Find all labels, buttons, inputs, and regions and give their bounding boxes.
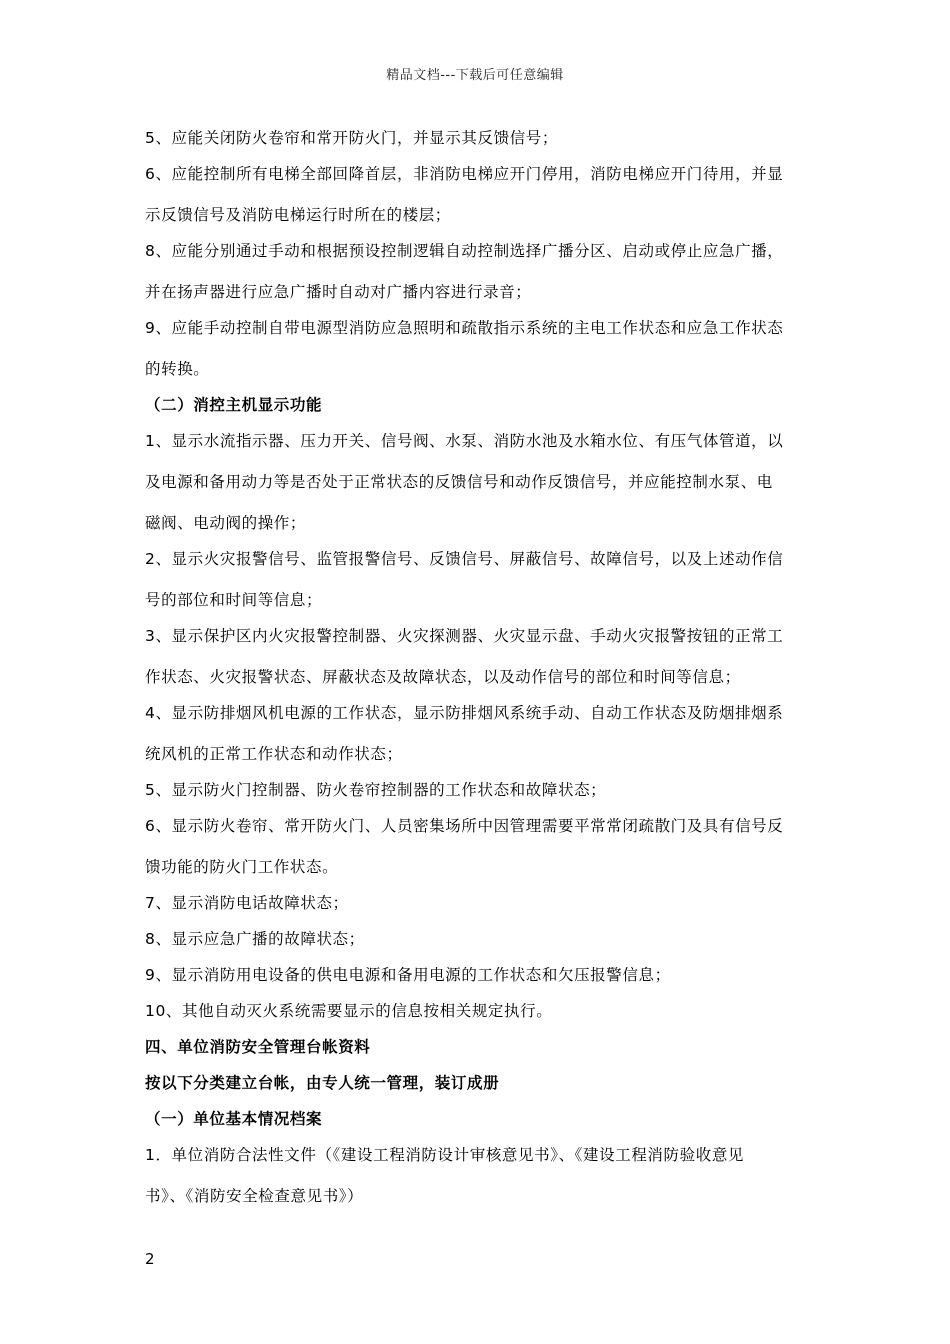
text-line: 馈功能的防火门工作状态。 xyxy=(145,858,339,876)
text-line: 6、应能控制所有电梯全部回降首层，非消防电梯应开门停用，消防电梯应开门待用，并显 xyxy=(145,165,784,183)
text-line: 8、显示应急广播的故障状态； xyxy=(145,930,365,948)
text-line: 8、应能分别通过手动和根据预设控制逻辑自动控制选择广播分区、启动或停止应急广播， xyxy=(145,242,784,260)
text-line: 书》、《消防安全检查意见书》） xyxy=(145,1187,364,1205)
text-line: 4、显示防排烟风机电源的工作状态，显示防排烟风系统手动、自动工作状态及防烟排烟系 xyxy=(145,704,784,722)
section-heading: （一）单位基本情况档案 xyxy=(145,1110,323,1128)
text-line: 磁阀、电动阀的操作； xyxy=(145,514,307,532)
text-line: 号的部位和时间等信息； xyxy=(145,591,323,609)
text-line: 5、显示防火门控制器、防火卷帘控制器的工作状态和故障状态； xyxy=(145,781,607,799)
text-line: 并在扬声器进行应急广播时自动对广播内容进行录音； xyxy=(145,283,532,301)
section-heading: 按以下分类建立台帐，由专人统一管理，装订成册 xyxy=(145,1074,500,1092)
text-line: 的转换。 xyxy=(145,360,210,378)
text-line: 9、显示消防用电设备的供电电源和备用电源的工作状态和欠压报警信息； xyxy=(145,966,671,984)
text-line: 及电源和备用动力等是否处于正常状态的反馈信号和动作反馈信号，并应能控制水泵、电 xyxy=(145,473,773,491)
text-line: 统风机的正常工作状态和动作状态； xyxy=(145,745,403,763)
text-line: 6、显示防火卷帘、常开防火门、人员密集场所中因管理需要平常常闭疏散门及具有信号反 xyxy=(145,817,784,835)
text-line: 2、显示火灾报警信号、监管报警信号、反馈信号、屏蔽信号、故障信号，以及上述动作信 xyxy=(145,550,784,568)
text-line: 10、其他自动灭火系统需要显示的信息按相关规定执行。 xyxy=(145,1002,553,1020)
section-heading: 四、单位消防安全管理台帐资料 xyxy=(145,1038,371,1056)
page-header: 精品文档---下载后可任意编辑 xyxy=(386,68,564,83)
text-line: 1．单位消防合法性文件（《建设工程消防设计审核意见书》、《建设工程消防验收意见 xyxy=(145,1146,745,1164)
text-line: 示反馈信号及消防电梯运行时所在的楼层； xyxy=(145,206,451,224)
section-heading: （二）消控主机显示功能 xyxy=(145,396,323,414)
text-line: 1、显示水流指示器、压力开关、信号阀、水泵、消防水池及水箱水位、有压气体管道，以 xyxy=(145,432,784,450)
text-line: 7、显示消防电话故障状态； xyxy=(145,894,349,912)
text-line: 作状态、火灾报警状态、屏蔽状态及故障状态，以及动作信号的部位和时间等信息； xyxy=(145,668,741,686)
page-number: 2 xyxy=(145,1250,155,1268)
text-line: 9、应能手动控制自带电源型消防应急照明和疏散指示系统的主电工作状态和应急工作状态 xyxy=(145,319,784,337)
text-line: 3、显示保护区内火灾报警控制器、火灾探测器、火灾显示盘、手动火灾报警按钮的正常工 xyxy=(145,627,784,645)
text-line: 5、应能关闭防火卷帘和常开防火门，并显示其反馈信号； xyxy=(145,129,558,147)
